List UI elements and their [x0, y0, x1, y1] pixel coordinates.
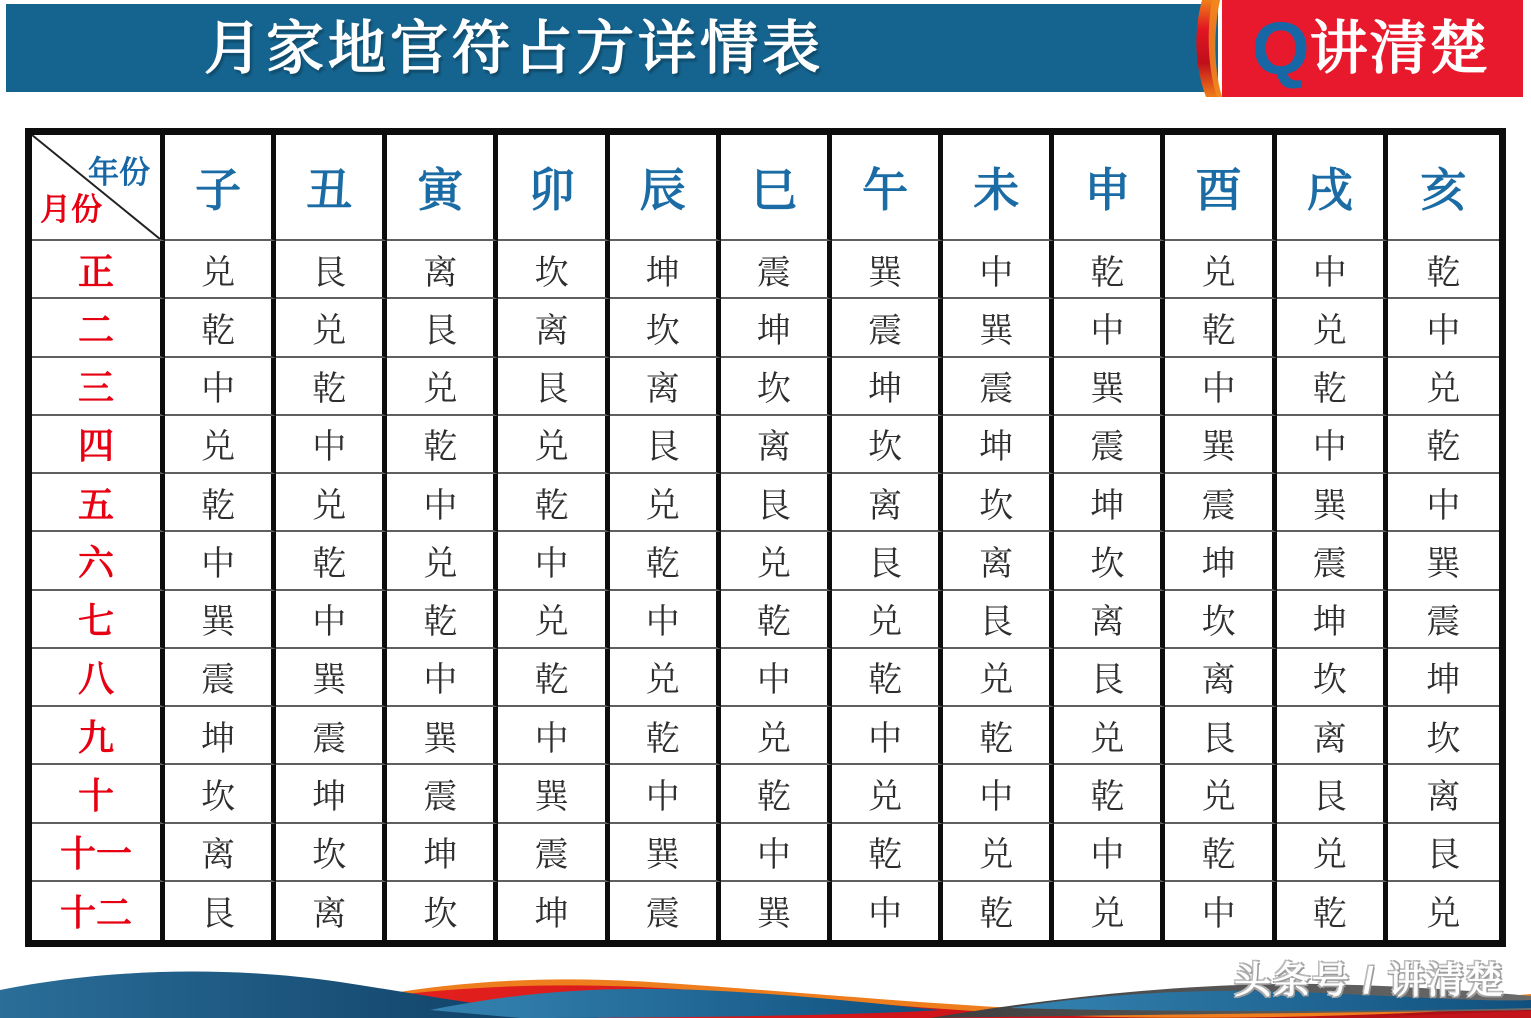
year-axis-label: 年份: [88, 155, 150, 190]
table-cell: 中: [1054, 824, 1165, 882]
table-cell: 巽: [1054, 358, 1165, 416]
table-cell: 中: [943, 241, 1054, 299]
row-label-九: 九: [32, 707, 165, 765]
table-cell: 乾: [832, 824, 943, 882]
table-cell: 中: [387, 474, 498, 532]
column-header-丑: 丑: [276, 135, 387, 241]
table-cell: 离: [832, 474, 943, 532]
table-cell: 乾: [498, 649, 609, 707]
table-cell: 坎: [1054, 532, 1165, 590]
table-cell: 坎: [610, 299, 721, 357]
table-cell: 兑: [498, 591, 609, 649]
table-cell: 兑: [1277, 299, 1388, 357]
table-cell: 离: [498, 299, 609, 357]
row-label-四: 四: [32, 416, 165, 474]
table-cell: 中: [165, 532, 276, 590]
row-label-十一: 十一: [32, 824, 165, 882]
table-cell: 中: [1165, 358, 1276, 416]
row-label-十二: 十二: [32, 882, 165, 940]
column-header-戌: 戌: [1277, 135, 1388, 241]
table-cell: 兑: [387, 358, 498, 416]
table-cell: 中: [498, 707, 609, 765]
table-cell: 兑: [832, 591, 943, 649]
table-cell: 中: [1388, 299, 1499, 357]
table-cell: 乾: [1054, 765, 1165, 823]
table-cell: 坤: [498, 882, 609, 940]
table-cell: 坤: [943, 416, 1054, 474]
table-cell: 坎: [165, 765, 276, 823]
page-title: 月家地官符占方详情表: [204, 16, 825, 81]
table-cell: 坎: [721, 358, 832, 416]
table-cell: 坎: [387, 882, 498, 940]
table-cell: 乾: [276, 358, 387, 416]
table-cell: 中: [610, 765, 721, 823]
table-cell: 艮: [498, 358, 609, 416]
table-cell: 中: [498, 532, 609, 590]
table-cell: 离: [1054, 591, 1165, 649]
table-cell: 震: [1165, 474, 1276, 532]
table-cell: 兑: [498, 416, 609, 474]
table-cell: 乾: [1165, 299, 1276, 357]
table-cell: 巽: [943, 299, 1054, 357]
table-cell: 乾: [1277, 882, 1388, 940]
table-cell: 艮: [1165, 707, 1276, 765]
table-cell: 震: [1054, 416, 1165, 474]
table-cell: 乾: [610, 532, 721, 590]
ribbon-decoration-icon: [1186, 0, 1234, 97]
table-cell: 坎: [1165, 591, 1276, 649]
logo-q-icon: Q: [1252, 7, 1310, 90]
table-cell: 震: [1388, 591, 1499, 649]
table-cell: 巽: [832, 241, 943, 299]
table-cell: 巽: [498, 765, 609, 823]
table-cell: 兑: [165, 241, 276, 299]
table-cell: 乾: [1165, 824, 1276, 882]
table-cell: 兑: [1388, 882, 1499, 940]
table-cell: 艮: [610, 416, 721, 474]
row-label-正: 正: [32, 241, 165, 299]
table-cell: 乾: [165, 474, 276, 532]
table-cell: 乾: [165, 299, 276, 357]
divination-table: [25, 128, 1506, 947]
table-cell: 中: [276, 416, 387, 474]
table-cell: 兑: [1054, 882, 1165, 940]
table-cell: 离: [610, 358, 721, 416]
table-cell: 震: [610, 882, 721, 940]
table-cell: 艮: [165, 882, 276, 940]
title-banner: [6, 4, 1218, 92]
column-header-未: 未: [943, 135, 1054, 241]
table-cell: 巽: [165, 591, 276, 649]
table-cell: 兑: [276, 474, 387, 532]
table-cell: 兑: [387, 532, 498, 590]
month-axis-label: 月份: [40, 192, 102, 227]
column-header-子: 子: [165, 135, 276, 241]
table-cell: 乾: [387, 591, 498, 649]
table-cell: 坤: [610, 241, 721, 299]
table-cell: 中: [1277, 241, 1388, 299]
table-cell: 巽: [276, 649, 387, 707]
table-cell: 巽: [610, 824, 721, 882]
column-header-酉: 酉: [1165, 135, 1276, 241]
column-header-午: 午: [832, 135, 943, 241]
table-cell: 坎: [1277, 649, 1388, 707]
table-cell: 艮: [832, 532, 943, 590]
table-cell: 艮: [276, 241, 387, 299]
table-cell: 兑: [165, 416, 276, 474]
table-cell: 中: [832, 882, 943, 940]
table-cell: 坤: [1388, 649, 1499, 707]
logo-panel: [1222, 0, 1523, 97]
column-header-寅: 寅: [387, 135, 498, 241]
table-cell: 离: [387, 241, 498, 299]
table-cell: 中: [1054, 299, 1165, 357]
column-header-巳: 巳: [721, 135, 832, 241]
table-cell: 巽: [721, 882, 832, 940]
table-cell: 震: [387, 765, 498, 823]
table-cell: 中: [276, 591, 387, 649]
table-cell: 离: [276, 882, 387, 940]
corner-cell: [32, 135, 165, 241]
table-cell: 乾: [498, 474, 609, 532]
column-header-亥: 亥: [1388, 135, 1499, 241]
table-cell: 乾: [1388, 416, 1499, 474]
table-cell: 离: [165, 824, 276, 882]
table-cell: 坤: [387, 824, 498, 882]
table-cell: 兑: [943, 649, 1054, 707]
row-label-七: 七: [32, 591, 165, 649]
table-cell: 乾: [276, 532, 387, 590]
table-cell: 兑: [276, 299, 387, 357]
table-cell: 艮: [1277, 765, 1388, 823]
table-cell: 兑: [721, 707, 832, 765]
table-cell: 艮: [943, 591, 1054, 649]
table-cell: 震: [721, 241, 832, 299]
table-cell: 艮: [1388, 824, 1499, 882]
table-cell: 兑: [1165, 765, 1276, 823]
table-cell: 震: [943, 358, 1054, 416]
table-cell: 离: [1165, 649, 1276, 707]
table-cell: 兑: [943, 824, 1054, 882]
table-cell: 艮: [1054, 649, 1165, 707]
row-label-六: 六: [32, 532, 165, 590]
row-label-八: 八: [32, 649, 165, 707]
table-cell: 震: [498, 824, 609, 882]
table-cell: 中: [1165, 882, 1276, 940]
table-cell: 坎: [276, 824, 387, 882]
table-cell: 兑: [1388, 358, 1499, 416]
table-cell: 坤: [276, 765, 387, 823]
table-cell: 乾: [610, 707, 721, 765]
column-header-申: 申: [1054, 135, 1165, 241]
table-cell: 离: [1388, 765, 1499, 823]
table-cell: 艮: [387, 299, 498, 357]
table-cell: 兑: [1165, 241, 1276, 299]
table-cell: 中: [832, 707, 943, 765]
table-cell: 坎: [1388, 707, 1499, 765]
row-label-二: 二: [32, 299, 165, 357]
table-cell: 中: [721, 649, 832, 707]
row-label-五: 五: [32, 474, 165, 532]
table-cell: 中: [721, 824, 832, 882]
table-cell: 乾: [1054, 241, 1165, 299]
row-label-十: 十: [32, 765, 165, 823]
column-header-卯: 卯: [498, 135, 609, 241]
table-cell: 震: [276, 707, 387, 765]
table-cell: 乾: [943, 882, 1054, 940]
table-cell: 震: [832, 299, 943, 357]
column-header-辰: 辰: [610, 135, 721, 241]
watermark-text: 头条号 / 讲清楚: [1234, 960, 1505, 1001]
table-cell: 中: [610, 591, 721, 649]
table-cell: 乾: [1277, 358, 1388, 416]
table-cell: 乾: [721, 765, 832, 823]
table-cell: 中: [165, 358, 276, 416]
table-cell: 乾: [1388, 241, 1499, 299]
row-label-三: 三: [32, 358, 165, 416]
table-cell: 兑: [610, 649, 721, 707]
table-cell: 坤: [165, 707, 276, 765]
table-cell: 乾: [943, 707, 1054, 765]
table-cell: 兑: [1054, 707, 1165, 765]
table-cell: 坤: [721, 299, 832, 357]
logo-name: 讲清楚: [1309, 16, 1490, 81]
table-cell: 乾: [387, 416, 498, 474]
table-cell: 坎: [498, 241, 609, 299]
table-cell: 震: [1277, 532, 1388, 590]
table-cell: 乾: [721, 591, 832, 649]
table-cell: 巽: [1277, 474, 1388, 532]
table-cell: 离: [943, 532, 1054, 590]
table-cell: 坤: [1277, 591, 1388, 649]
table-cell: 兑: [721, 532, 832, 590]
table-cell: 坎: [943, 474, 1054, 532]
table-cell: 离: [721, 416, 832, 474]
table-cell: 中: [387, 649, 498, 707]
table-cell: 坤: [832, 358, 943, 416]
table-cell: 巽: [1165, 416, 1276, 474]
table-cell: 震: [165, 649, 276, 707]
table-cell: 中: [943, 765, 1054, 823]
table-cell: 巽: [387, 707, 498, 765]
table-cell: 离: [1277, 707, 1388, 765]
table-cell: 中: [1277, 416, 1388, 474]
table-cell: 坎: [832, 416, 943, 474]
table-cell: 乾: [832, 649, 943, 707]
table-cell: 坤: [1165, 532, 1276, 590]
table-cell: 艮: [721, 474, 832, 532]
table-cell: 兑: [832, 765, 943, 823]
table-cell: 巽: [1388, 532, 1499, 590]
table-cell: 中: [1388, 474, 1499, 532]
table-cell: 坤: [1054, 474, 1165, 532]
table-cell: 兑: [610, 474, 721, 532]
table-cell: 兑: [1277, 824, 1388, 882]
